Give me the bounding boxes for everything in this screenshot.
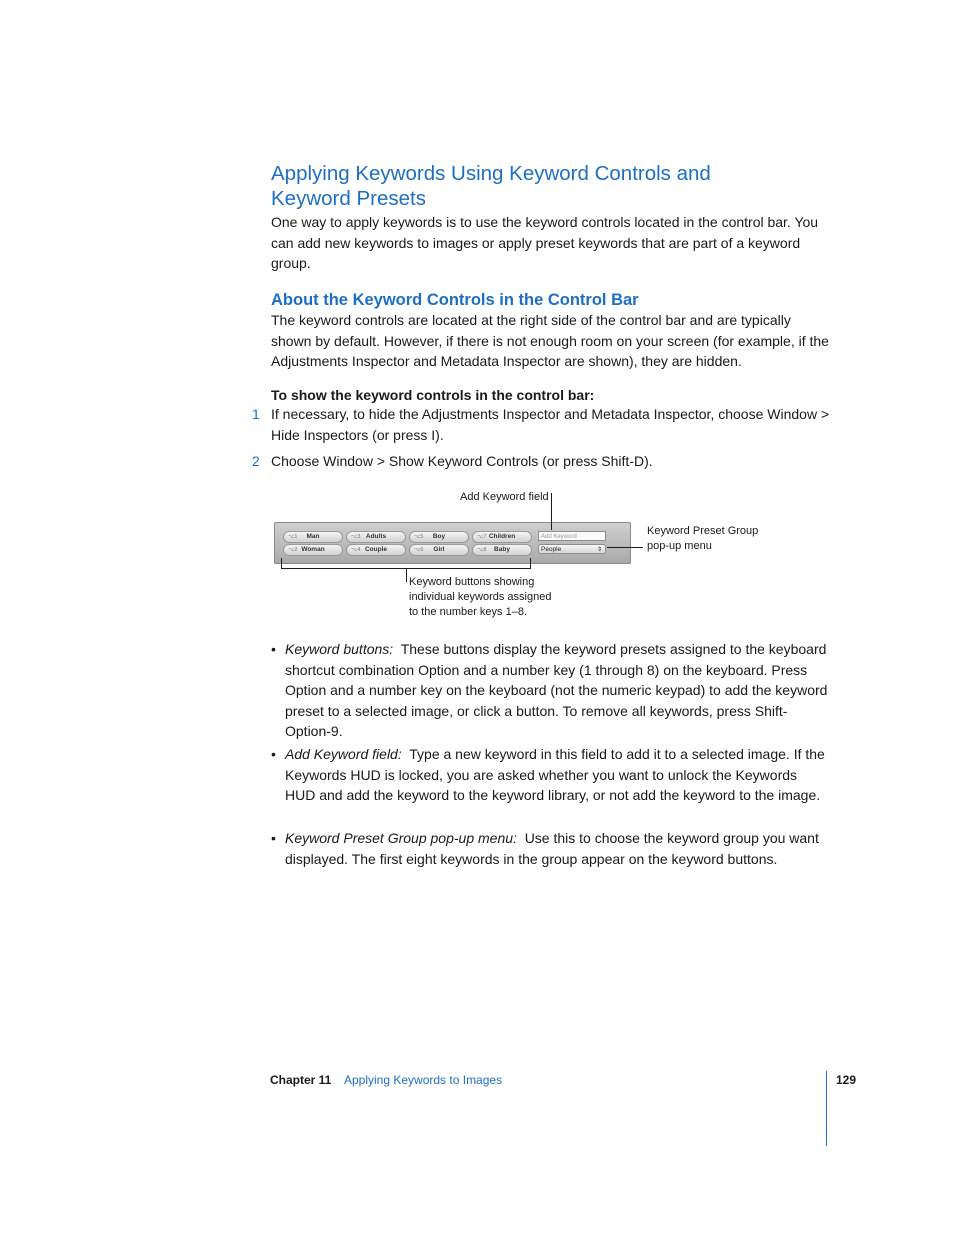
bullet-mark: • — [271, 830, 276, 846]
intro-paragraph: One way to apply keywords is to use the keyword controls located in the control bar. You can add new keywords to images or apply preset keywords that are part of a keyword group. — [271, 214, 819, 271]
bullet-term: Keyword buttons: — [285, 641, 394, 657]
preset-group-value: People — [541, 546, 562, 553]
shortcut-label: ⌥1 — [288, 534, 298, 540]
callout-keyword-buttons: Keyword buttons showing individual keywords assigned to the number keys 1–8. — [409, 576, 552, 618]
keyword-button[interactable] — [472, 544, 532, 556]
callout-add-keyword-field: Add Keyword field — [460, 491, 549, 503]
footer-chapter: Chapter 11 — [270, 1073, 332, 1087]
step-number: 1 — [252, 406, 260, 422]
keyword-button[interactable] — [472, 531, 532, 543]
keyword-label: Boy — [432, 533, 446, 540]
shortcut-label: ⌥2 — [288, 547, 298, 553]
bullet-term: Keyword Preset Group pop-up menu: — [285, 830, 517, 846]
keyword-preset-group-select[interactable] — [538, 544, 606, 554]
bullet-item — [285, 828, 830, 869]
keyword-label: Man — [306, 533, 320, 540]
keyword-button[interactable] — [346, 544, 406, 556]
shortcut-label: ⌥4 — [351, 547, 361, 553]
bullet-item — [285, 639, 830, 742]
callout-line — [607, 547, 643, 548]
keyword-button[interactable] — [409, 531, 469, 543]
callout-line — [530, 558, 531, 569]
bullet-item — [285, 744, 830, 806]
shortcut-label: ⌥8 — [477, 547, 487, 553]
add-keyword-input[interactable]: Add Keyword — [538, 531, 606, 541]
bullet-body: Use this to choose the keyword group you want displayed. The first eight keywords in the group appear on the keyword buttons. — [285, 830, 819, 867]
callout-line — [551, 493, 552, 530]
keyword-label: Baby — [494, 546, 510, 553]
shortcut-label: ⌥5 — [414, 534, 424, 540]
shortcut-label: ⌥6 — [414, 547, 424, 553]
step-text: If necessary, to hide the Adjustments Inspector and Metadata Inspector, choose Window > Hide Inspectors (or press I). — [271, 406, 830, 443]
step-text: Choose Window > Show Keyword Controls (or press Shift-D). — [271, 453, 653, 469]
task-heading: To show the keyword controls in the control bar: — [271, 387, 595, 403]
keyword-label: Children — [488, 533, 516, 540]
section-title: Applying Keywords Using Keyword Controls and Keyword Presets — [271, 162, 711, 210]
bullet-term: Add Keyword field: — [285, 746, 402, 762]
control-bar — [274, 522, 631, 564]
keyword-label: Couple — [364, 546, 388, 553]
subsection-title: About the Keyword Controls in the Control Bar — [271, 291, 639, 309]
keyword-button[interactable] — [409, 544, 469, 556]
bullet-mark: • — [271, 641, 276, 657]
keyword-label: Adults — [365, 533, 387, 540]
bullet-mark: • — [271, 746, 276, 762]
shortcut-label: ⌥3 — [351, 534, 361, 540]
chevron-updown-icon: ⇕ — [596, 547, 602, 553]
keyword-button[interactable] — [346, 531, 406, 543]
keyword-label: Girl — [433, 546, 445, 553]
step-number: 2 — [252, 453, 260, 469]
callout-line — [406, 568, 407, 582]
keyword-button[interactable] — [283, 544, 343, 556]
subsection-paragraph: The keyword controls are located at the right side of the control bar and are typically shown by default. However, if there is not enough room on your screen (for example, if the Adjustments Inspector and Metadata Inspector are shown), they are hidden. — [271, 312, 829, 369]
footer-rule — [826, 1071, 827, 1146]
bullet-body: These buttons display the keyword presets assigned to the keyboard shortcut combination Option and a number key (1 through 8) on the keyboard. Press Option and a number key on the keyboard (not the numeric keypad) to add the keyword preset to a selected image, or click a button. To remove all keywords, press Shift-Option-9. — [285, 641, 828, 739]
bullet-body: Type a new keyword in this field to add it to a selected image. If the Keywords HUD is locked, you are asked whether you want to unlock the Keywords HUD and add the keyword to the keyword library, or not add the keyword to the image. — [285, 746, 825, 803]
keyword-button[interactable] — [283, 531, 343, 543]
callout-preset-group: Keyword Preset Group pop-up menu — [647, 525, 759, 552]
shortcut-label: ⌥7 — [477, 534, 487, 540]
keyword-label: Woman — [301, 546, 325, 553]
page-number: 129 — [836, 1073, 857, 1087]
footer-chapter-title: Applying Keywords to Images — [344, 1073, 503, 1087]
